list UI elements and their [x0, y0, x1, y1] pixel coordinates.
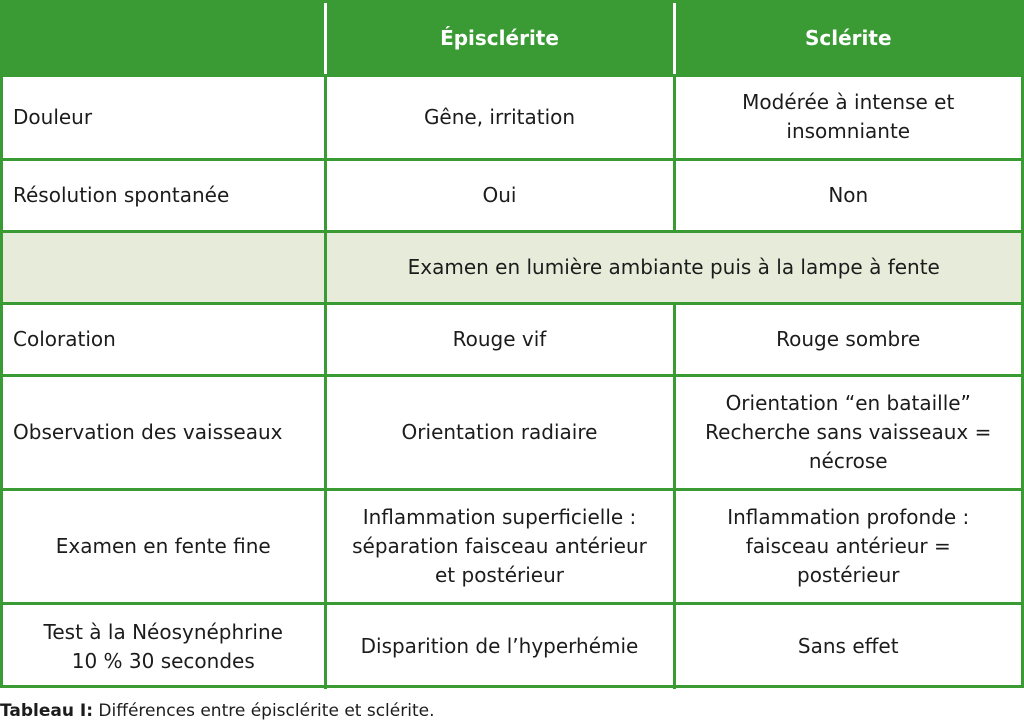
cell-resolution-sclerite [674, 159, 1021, 231]
section-title: Examen en lumière ambiante puis à la lampe à fente [325, 231, 1021, 303]
cell-douleur-sclerite [674, 75, 1021, 159]
cell-fente-sclerite [674, 489, 1021, 603]
table-row-vaisseaux [3, 375, 1021, 489]
cell-line: Inflammation profonde : [727, 504, 970, 529]
cell-line: 10 % 30 secondes [71, 648, 255, 673]
cell-line: Orientation “en bataille” [725, 390, 971, 415]
header-sclerite: Sclérite [674, 3, 1021, 75]
table-row-douleur [3, 75, 1021, 159]
cell-coloration-sclerite [674, 303, 1021, 375]
cell-line: Non [828, 182, 869, 207]
table-caption [0, 698, 434, 724]
cell-line: séparation faisceau antérieur [352, 533, 647, 558]
table-row-neosynephrine [3, 603, 1021, 689]
cell-line: Test à la Néosynéphrine [43, 619, 283, 644]
section-empty-cell [3, 231, 325, 303]
cell-line: nécrose [808, 448, 888, 473]
cell-line: Modérée à intense et [742, 90, 955, 114]
cell-line: Gêne, irritation [423, 104, 576, 129]
cell-line: et postérieur [435, 562, 564, 587]
cell-line: Recherche sans vaisseaux = [705, 419, 992, 444]
table-row-coloration [3, 303, 1021, 375]
cell-line: Rouge sombre [776, 326, 921, 351]
cell-neosynephrine-sclerite [674, 603, 1021, 689]
row-label-douleur: Douleur [3, 75, 325, 159]
cell-douleur-episclerite [325, 75, 674, 159]
row-label-vaisseaux: Observation des vaisseaux [3, 375, 325, 489]
cell-coloration-episclerite [325, 303, 674, 375]
cell-vaisseaux-episclerite [325, 375, 674, 489]
header-episclerite: Épisclérite [325, 3, 674, 75]
cell-line: Orientation radiaire [401, 419, 598, 444]
cell-line: Oui [482, 182, 517, 207]
cell-line: postérieur [797, 562, 900, 587]
cell-line: faisceau antérieur = [745, 533, 951, 558]
cell-line: Disparition de l’hyperhémie [360, 634, 639, 659]
table-section-row [3, 231, 1021, 303]
header-empty-cell [3, 3, 325, 75]
comparison-table [3, 3, 1021, 689]
row-label-neosynephrine [3, 603, 325, 689]
caption-text: Différences entre épisclérite et sclérite. [93, 701, 435, 721]
cell-line: Rouge vif [452, 326, 547, 351]
cell-resolution-episclerite [325, 159, 674, 231]
cell-line: Sans effet [797, 634, 899, 659]
cell-line: insomniante [786, 119, 911, 143]
cell-fente-episclerite [325, 489, 674, 603]
cell-neosynephrine-episclerite [325, 603, 674, 689]
row-label-fente: Examen en fente fine [3, 489, 325, 603]
cell-line: Inflammation superficielle : [362, 504, 637, 529]
table-row-resolution [3, 159, 1021, 231]
caption-label: Tableau I: [0, 701, 94, 721]
table-row-fente [3, 489, 1021, 603]
cell-vaisseaux-sclerite [674, 375, 1021, 489]
row-label-resolution: Résolution spontanée [3, 159, 325, 231]
row-label-coloration: Coloration [3, 303, 325, 375]
table-header-row [3, 3, 1021, 75]
